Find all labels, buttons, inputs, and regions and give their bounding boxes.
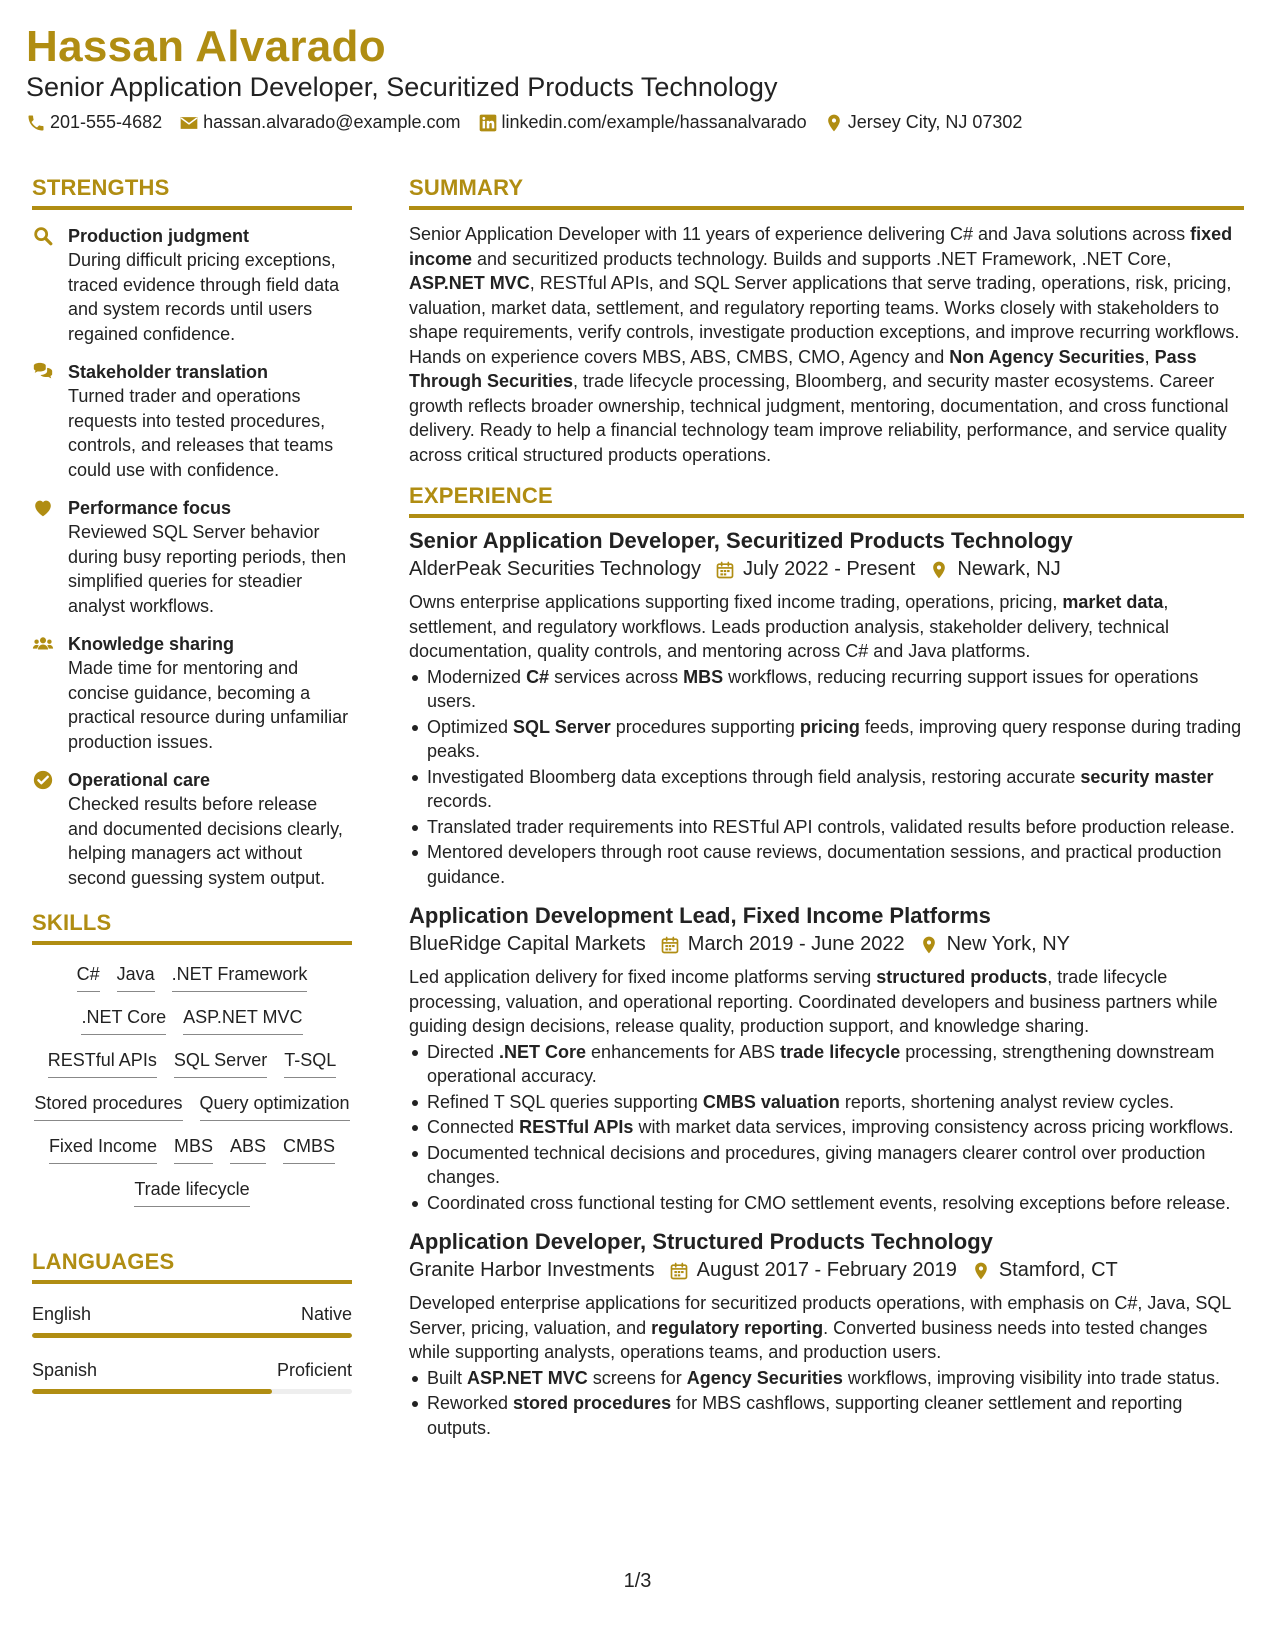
emphasis-text: SQL Server [513,716,611,737]
strength-title: Stakeholder translation [68,362,269,382]
emphasis-text: .NET Core [499,1041,587,1062]
summary-text: Senior Application Developer with 11 years of experience delivering C# and Java solutions across fixed income and securitized products technology. Builds and supports .NET Framework, .NET Core, ASP.NET MVC, RESTful APIs, and SQL Server applications that serve trading, operations, risk, pricing, valuation, market data, settlement, and regulatory reporting teams. Works closely with stakeholders to shape requirements, verify controls, investigate production exceptions, and improve recurring workflows. Hands on experience covers MBS, ABS, CMBS, CMO, Agency and Non Agency Securities, Pass Through Securities, trade lifecycle processing, Bloomberg, and security master ecosystems. Career growth reflects broader ownership, technical judgment, mentoring, documentation, and cross functional delivery. Ready to help a financial technology team improve reliability, performance, and service quality across critical structured products operations. [409,224,1240,465]
strengths-list [32,224,352,890]
strength-title: Knowledge sharing [68,634,235,654]
job-location: Stamford, CT [998,1259,1118,1281]
contact-email-text: hassan.alvarado@example.com [203,112,461,132]
job-location: New York, NY [946,933,1070,955]
emphasis-text: trade lifecycle [780,1041,901,1062]
emphasis-text: C# [526,666,550,687]
job-bullet: Optimized SQL Server procedures supporting pricing feeds, improving query response during trading peaks. [409,715,1244,764]
language-item [32,1304,352,1338]
emphasis-text: MBS [683,666,724,687]
job-entry [409,1227,1244,1440]
job-bullet: Connected RESTful APIs with market data services, improving consistency across pricing workflows. [409,1115,1244,1140]
job-description: Developed enterprise applications for securitized products operations, with emphasis on C#, Java, SQL Server, pricing, valuation, and regulatory reporting. Converted business needs into tested changes while supporting analysts, operations teams, and production users. [409,1293,1231,1362]
check-circle-icon [32,769,54,791]
left-column [32,175,352,1416]
skill-tag: CMBS [283,1135,335,1164]
emphasis-text: fixed income [409,224,1233,269]
language-level: Proficient [276,1360,352,1380]
search-icon [32,225,54,247]
job-title: Application Development Lead, Fixed Income Platforms [409,903,991,928]
job-bullet: Mentored developers through root cause reviews, documentation sessions, and practical production guidance. [409,840,1244,889]
chat-icon [32,361,54,383]
skill-tag: Fixed Income [49,1135,157,1164]
language-item [32,1360,352,1394]
job-meta [409,1259,1244,1282]
strength-item [32,768,352,890]
candidate-name: Hassan Alvarado [26,22,386,71]
skill-tag: T-SQL [284,1049,336,1078]
job-location: Newark, NJ [957,558,1061,580]
experience-heading: EXPERIENCE [409,483,1244,518]
language-proficiency-fill [32,1389,272,1394]
job-meta [409,558,1244,581]
skill-tag: ABS [230,1135,266,1164]
emphasis-text: Non Agency Securities [949,346,1145,367]
location-pin-icon [824,113,844,133]
calendar-icon [715,560,735,580]
candidate-headline: Senior Application Developer, Securitized Products Technology [26,72,778,102]
emphasis-text: Pass Through Securities [409,346,1197,391]
skills-heading: SKILLS [32,910,352,945]
strength-title: Operational care [68,770,211,790]
emphasis-text: Agency Securities [686,1367,843,1388]
contact-linkedin-text: linkedin.com/example/hassanalvarado [501,112,807,132]
skill-tag: C# [77,963,100,992]
contact-location [824,112,1023,133]
job-dates: August 2017 - February 2019 [696,1259,957,1281]
emphasis-text: market data [1062,592,1164,612]
emphasis-text: pricing [799,716,860,737]
skill-tag: Trade lifecycle [134,1178,249,1207]
location-pin-icon [919,935,939,955]
emphasis-text: stored procedures [513,1393,672,1413]
email-icon [179,113,199,133]
job-bullet: Modernized C# services across MBS workflows, reducing recurring support issues for operations users. [409,665,1244,714]
job-bullet: Translated trader requirements into RESTful API controls, validated results before production release. [409,815,1244,840]
language-proficiency-bar [32,1333,352,1338]
strength-description: Turned trader and operations requests into tested procedures, controls, and releases that teams could use with confidence. [68,386,334,480]
calendar-icon [660,935,680,955]
emphasis-text: security master [1080,766,1214,787]
skill-tag: MBS [174,1135,213,1164]
right-column [409,175,1244,1452]
strength-item [32,632,352,754]
job-title: Application Developer, Structured Products Technology [409,1229,993,1254]
job-company: AlderPeak Securities Technology [409,558,702,580]
skill-tag: .NET Core [81,1006,166,1035]
location-pin-icon [929,560,949,580]
heart-icon [32,497,54,519]
strength-description: During difficult pricing exceptions, traced evidence through field data and system records until users regained confidence. [68,250,340,344]
skills-list [32,959,352,1207]
job-bullet: Built ASP.NET MVC screens for Agency Securities workflows, improving visibility into trade status. [409,1366,1244,1391]
job-dates: July 2022 - Present [743,558,916,580]
job-title: Senior Application Developer, Securitized Products Technology [409,528,1073,553]
emphasis-text: ASP.NET MVC [409,273,530,293]
skill-tag: .NET Framework [172,963,308,992]
contact-phone[interactable] [26,112,162,133]
page-number: 1/3 [623,1570,652,1592]
strengths-heading: STRENGTHS [32,175,352,210]
skill-tag: SQL Server [174,1049,267,1078]
job-company: BlueRidge Capital Markets [409,933,646,955]
contact-phone-text: 201-555-4682 [50,112,163,132]
strength-description: Checked results before release and documented decisions clearly, helping managers act without second guessing system output. [68,794,343,888]
job-dates: March 2019 - June 2022 [687,933,905,955]
contact-bar [26,112,1039,133]
language-proficiency-bar [32,1389,352,1394]
skill-tag: Stored procedures [34,1092,182,1121]
location-pin-icon [971,1261,991,1281]
job-entry [409,526,1244,889]
contact-linkedin[interactable] [478,112,807,133]
job-description: Owns enterprise applications supporting fixed income trading, operations, pricing, market data, settlement, and regulatory workflows. Leads production analysis, stakeholder delivery, technical documentation, quality controls, and mentoring across C# and Java platforms. [409,592,1170,661]
language-name: Spanish [32,1360,98,1380]
job-bullet: Coordinated cross functional testing for CMO settlement events, resolving exceptions before release. [409,1191,1244,1216]
linkedin-icon [478,113,498,133]
languages-list [32,1304,352,1394]
job-bullets [409,1040,1244,1216]
emphasis-text: CMBS valuation [702,1091,840,1112]
strength-item [32,224,352,346]
job-bullet: Reworked stored procedures for MBS cashflows, supporting cleaner settlement and reporting outputs. [409,1391,1244,1440]
emphasis-text: structured products [876,967,1048,987]
language-name: English [32,1304,92,1324]
language-proficiency-fill [32,1333,352,1338]
job-company: Granite Harbor Investments [409,1259,655,1281]
job-bullets [409,665,1244,890]
phone-icon [26,113,46,133]
job-description: Led application delivery for fixed income platforms serving structured products, trade lifecycle processing, valuation, and operational reporting. Coordinated developers and business partners while guiding design decisions, release quality, production support, and knowledge sharing. [409,967,1218,1036]
skill-tag: Java [117,963,155,992]
summary-heading: SUMMARY [409,175,1244,210]
job-bullet: Directed .NET Core enhancements for ABS trade lifecycle processing, strengthening downstream operational accuracy. [409,1040,1244,1089]
job-bullets [409,1366,1244,1441]
emphasis-text: ASP.NET MVC [467,1367,588,1388]
languages-heading: LANGUAGES [32,1249,352,1284]
emphasis-text: regulatory reporting [651,1317,824,1338]
job-bullet: Refined T SQL queries supporting CMBS valuation reports, shortening analyst review cycles. [409,1090,1244,1115]
job-bullet: Documented technical decisions and procedures, giving managers clearer control over production changes. [409,1141,1244,1190]
calendar-icon [669,1261,689,1281]
strength-description: Made time for mentoring and concise guidance, becoming a practical resource during unfamiliar production issues. [68,658,349,752]
job-bullet: Investigated Bloomberg data exceptions through field analysis, restoring accurate security master records. [409,765,1244,814]
emphasis-text: RESTful APIs [519,1117,634,1137]
language-level: Native [300,1304,352,1324]
strength-title: Production judgment [68,226,249,246]
job-meta [409,933,1244,956]
users-icon [32,633,54,655]
strength-title: Performance focus [68,498,232,518]
skill-tag: RESTful APIs [48,1049,157,1078]
job-entry [409,901,1244,1215]
contact-email[interactable] [179,112,460,133]
strength-description: Reviewed SQL Server behavior during busy reporting periods, then simplified queries for steadier analyst workflows. [68,522,347,616]
strength-item [32,496,352,618]
strength-item [32,360,352,482]
skill-tag: Query optimization [200,1092,350,1121]
contact-location-text: Jersey City, NJ 07302 [847,112,1023,132]
skill-tag: ASP.NET MVC [183,1006,302,1035]
